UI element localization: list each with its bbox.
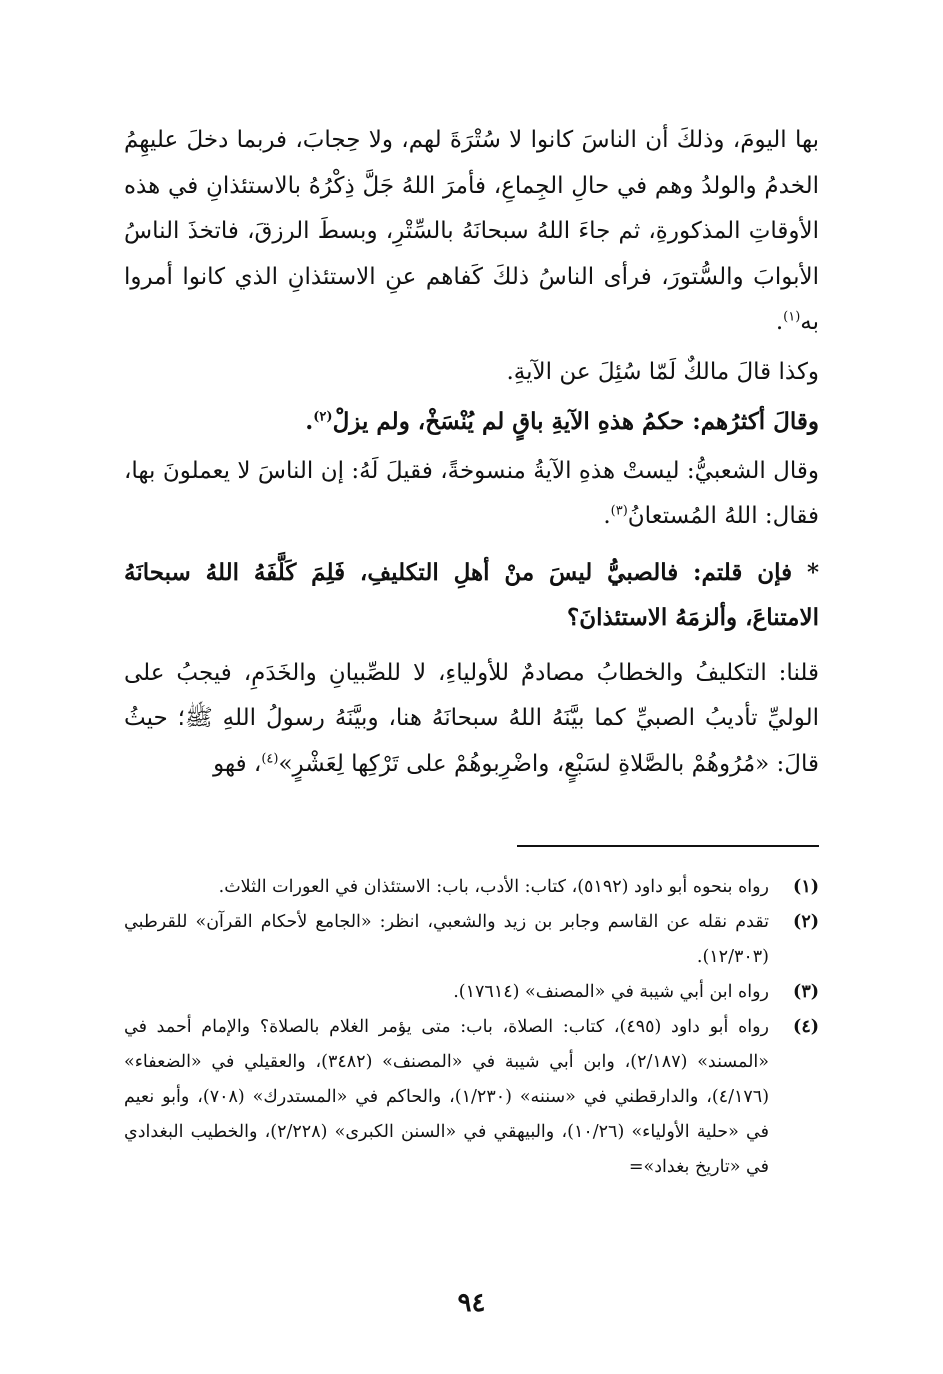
paragraph-5 xyxy=(124,550,819,641)
main-text xyxy=(124,118,819,787)
footnote-text: رواه بنحوه أبو داود (٥١٩٢)، كتاب: الأدب، باب: الاستئذان في العورات الثلاث. xyxy=(218,877,769,897)
footnote-text: رواه ابن أبي شيبة في «المصنف» (١٧٦١٤). xyxy=(453,982,769,1002)
paragraph-text: وقال الشعبيُّ: ليستْ هذهِ الآيةُ منسوخةً، فقيلَ لَهُ: إن الناسَ لا يعملونَ بها، فقال: اللهُ المُستعانُ xyxy=(124,457,819,529)
paragraph-2 xyxy=(124,350,819,396)
paragraph-4 xyxy=(124,449,819,540)
footnote-marker: (٤) xyxy=(261,750,279,766)
footnote-number: (٣) xyxy=(793,982,819,1002)
page-number: ٩٤ xyxy=(457,1288,486,1318)
paragraph-text: بها اليومَ، وذلكَ أن الناسَ كانوا لا سُتْرَةَ لهم، ولا حِجابَ، فربما دخلَ عليهِمُ الخدمُ والولدُ وهم في حالِ الجِماعِ، فأمرَ اللهُ جَلَّ ذِكْرُهُ بالاستئذانِ في هذه الأوقاتِ المذكورةِ، ثم جاءَ اللهُ سبحانَهُ بالسِّتْرِ، وبسطَ الرزقَ، فاتخذَ الناسُ الأبوابَ والسُّتورَ، فرأى الناسُ ذلكَ كَفاهم عنِ الاستئذانِ الذي كانوا أمروا به xyxy=(124,127,819,335)
footnote-2 xyxy=(124,905,819,975)
footnotes xyxy=(124,870,819,1185)
footnote-marker: (٣) xyxy=(610,503,628,519)
footnote-1 xyxy=(124,870,819,905)
paragraph-tail: . xyxy=(305,408,314,435)
paragraph-text: * فإن قلتم: فالصبيُّ ليسَ منْ أهلِ التكليفِ، فَلِمَ كَلَّفَهُ اللهُ سبحانَهُ الامتناعَ، وألزمَهُ الاستئذانَ؟ xyxy=(124,558,819,631)
paragraph-tail: . xyxy=(603,503,611,529)
paragraph-3 xyxy=(124,399,819,445)
footnote-marker: (٢) xyxy=(313,409,333,425)
paragraph-text: وكذا قالَ مالكٌ لَمّا سُئِلَ عن الآيةِ. xyxy=(506,358,819,385)
footnote-4 xyxy=(124,1010,819,1185)
paragraph-text: قلنا: التكليفُ والخطابُ مصادمٌ للأولياءِ، لا للصِّبيانِ والخَدَمِ، فيجبُ على الوليِّ تأديبُ الصبيِّ كما بيَّنَهُ اللهُ سبحانَهُ هنا، وبيَّنَهُ رسولُ اللهِ ﷺ؛ حيثُ قالَ: «مُرُوهُمْ بالصَّلاةِ لسَبْعٍ، واضْرِبوهُمْ على تَرْكِها لِعَشْرٍ» xyxy=(124,659,819,777)
paragraph-1 xyxy=(124,118,819,346)
footnote-marker: (١) xyxy=(783,309,801,325)
paragraph-text: وقالَ أكثرُهم: حكمُ هذهِ الآيةِ باقٍ لم يُنْسَخْ، ولم يزلْ xyxy=(332,408,819,435)
paragraph-tail: . xyxy=(775,309,784,335)
footnote-divider xyxy=(517,845,819,847)
paragraph-6 xyxy=(124,651,819,788)
footnote-3 xyxy=(124,975,819,1010)
paragraph-tail: ، فهو xyxy=(213,750,262,777)
footnote-number: (٢) xyxy=(793,912,819,932)
footnote-number: (٤) xyxy=(793,1017,819,1037)
footnote-text: تقدم نقله عن القاسم وجابر بن زيد والشعبي، انظر: «الجامع لأحكام القرآن» للقرطبي (١٢/٣٠٣). xyxy=(124,912,769,967)
footnote-number: (١) xyxy=(793,877,819,897)
footnote-text: رواه أبو داود (٤٩٥)، كتاب: الصلاة، باب: متى يؤمر الغلام بالصلاة؟ والإمام أحمد في «المسند» (٢/١٨٧)، وابن أبي شيبة في «المصنف» (٣٤٨٢)، والعقيلي في «الضعفاء» (٤/١٧٦)، والدارقطني في «سننه» (١/٢٣٠)، والحاكم في «المستدرك» (٧٠٨)، وأبو نعيم في «حلية الأولياء» (١٠/٢٦)، والبيهقي في «السنن الكبرى» (٢/٢٢٨)، والخطيب البغدادي في «تاريخ بغداد»= xyxy=(124,1017,770,1177)
